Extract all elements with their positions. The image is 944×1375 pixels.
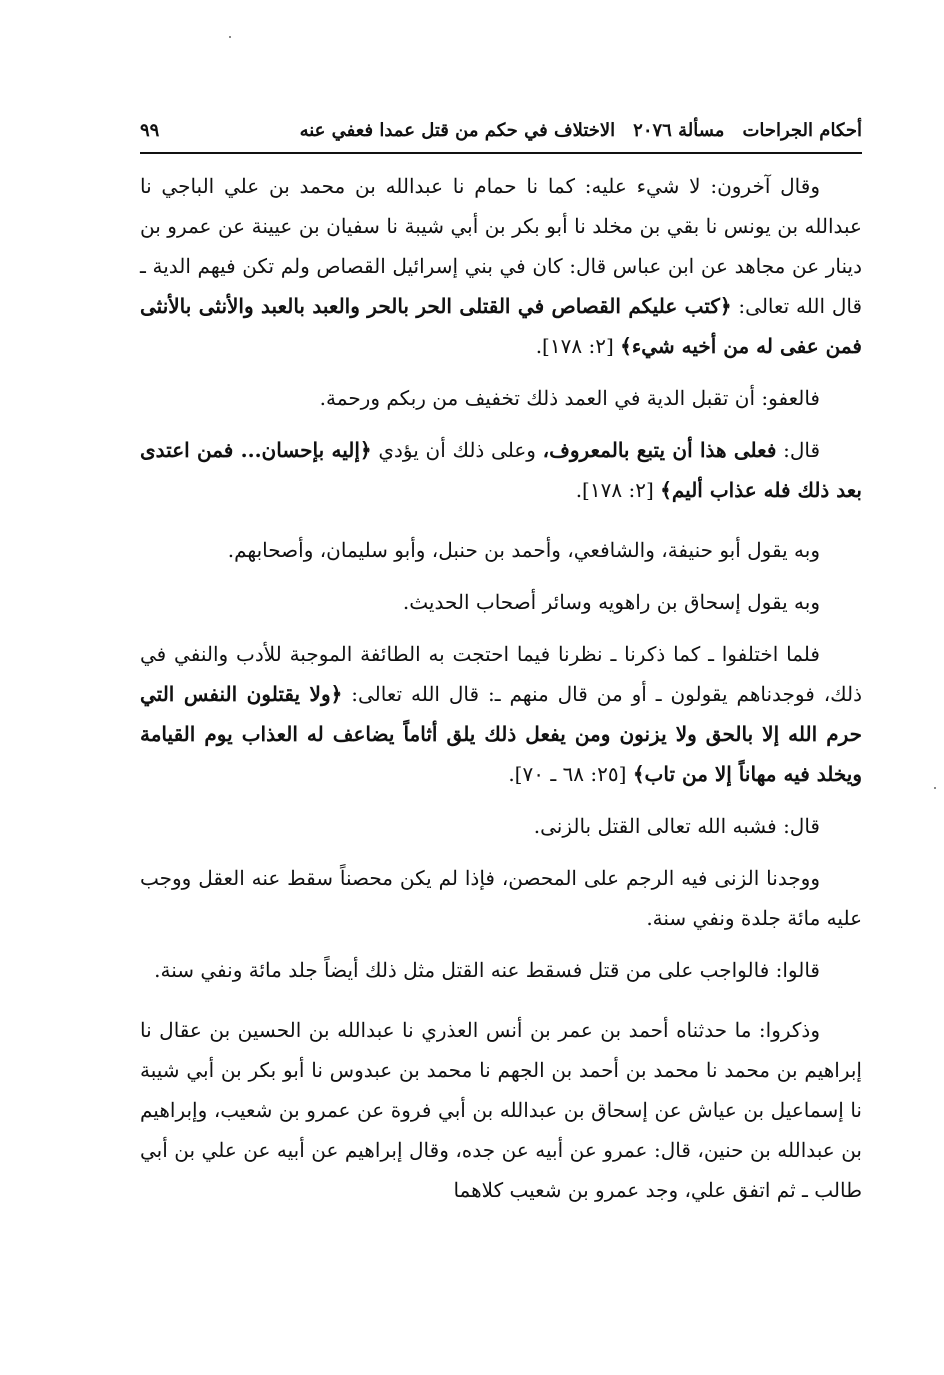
paragraph-text: وبه يقول إسحاق بن راهويه وسائر أصحاب الحديث.: [402, 590, 820, 614]
issue-number: مسألة ٢٠٧٦: [633, 120, 725, 141]
issue-title: الاختلاف في حكم من قتل عمدا فعفي عنه: [299, 120, 616, 141]
paragraph: [140, 378, 862, 418]
paragraph-text: [٢: ١٧٨].: [535, 334, 621, 358]
paragraph: [140, 530, 862, 570]
paragraph-text: [٢٥: ٦٨ ـ ٧٠].: [508, 762, 633, 786]
running-header: [140, 118, 862, 154]
paragraph-text: وبه يقول أبو حنيفة، والشافعي، وأحمد بن حنبل، وأبو سليمان، وأصحابهم.: [227, 538, 820, 562]
quran-quote: فعلى هذا أن يتبع بالمعروف،: [542, 438, 777, 462]
paragraph: [140, 582, 862, 622]
paragraph-text: [٢: ١٧٨].: [575, 478, 661, 502]
header-titles: [300, 118, 862, 144]
paragraph: [140, 950, 862, 990]
scan-speck: [229, 36, 231, 38]
paragraph-text: وقال آخرون: لا شيء عليه: كما نا حمام نا عبدالله بن محمد بن علي الباجي نا عبدالله بن يونس نا بقي بن مخلد نا أبو بكر بن أبي شيبة نا سفيان بن عيينة عن عمرو بن دينار عن مجاهد عن ابن عباس قال: كان في بني إسرائيل القصاص ولم تكن فيهم الدية ـ قال الله تعالى:: [140, 174, 863, 318]
page-body: [140, 166, 862, 1210]
paragraph-text: ووجدنا الزنى فيه الرجم على المحصن، فإذا لم يكن محصناً سقط عنه العقل ووجب عليه مائة جلدة ونفي سنة.: [140, 866, 862, 930]
paragraph-text: قالوا: فالواجب على من قتل فسقط عنه القتل مثل ذلك أيضاً جلد مائة ونفي سنة.: [154, 958, 820, 982]
paragraph-text: وذكروا: ما حدثناه أحمد بن عمر بن أنس العذري نا عبدالله بن الحسين بن عقال نا إبراهيم بن محمد نا محمد بن أحمد بن الجهم نا محمد بن عبدوس نا أبو بكر بن أبي شيبة نا إسماعيل بن عياش عن إسحاق بن عبدالله بن أبي فروة عن عمرو بن شعيب، وإبراهيم بن عبدالله بن حنين، قال: عمرو عن أبيه عن جده، وقال إبراهيم عن أبيه عن علي بن أبي طالب ـ ثم اتفق علي، وجد عمرو بن شعيب كلاهما: [140, 1018, 862, 1202]
quran-quote: ﴿إليه بإحسان... فمن اعتدى بعد ذلك فله عذاب أليم﴾: [140, 438, 862, 502]
paragraph-text: فلما اختلفوا ـ كما ذكرنا ـ نظرنا فيما احتجت به الطائفة الموجبة للأدب والنفي في ذلك، فوجدناهم يقولون ـ أو من قال منهم ـ: قال الله تعالى:: [140, 642, 863, 706]
paragraph-text: فالعفو: أن تقبل الدية في العمد ذلك تخفيف من ربكم ورحمة.: [319, 386, 820, 410]
book-page: [140, 118, 862, 1222]
paragraph-text: قال:: [776, 438, 821, 462]
book-title: أحكام الجراحات: [742, 120, 862, 141]
paragraph: [140, 858, 862, 938]
page-number: ٩٩: [140, 120, 160, 141]
paragraph: [140, 806, 862, 846]
paragraph: [140, 1010, 862, 1210]
paragraph: [140, 430, 862, 510]
paragraph: [140, 634, 862, 794]
quran-quote: ﴿كتب عليكم القصاص في القتلى الحر بالحر والعبد بالعبد والأنثى بالأنثى فمن عفى له من أخيه شيء﴾: [140, 294, 862, 358]
paragraph: [140, 166, 862, 366]
quran-quote: ﴿ولا يقتلون النفس التي حرم الله إلا بالحق ولا يزنون ومن يفعل ذلك يلق أثاماً يضاعف له العذاب يوم القيامة ويخلد فيه مهاناً إلا من تاب﴾: [140, 682, 862, 786]
scan-speck: [934, 787, 936, 789]
paragraph-text: وعلى ذلك أن يؤدي: [371, 438, 543, 462]
paragraph-text: قال: فشبه الله تعالى القتل بالزنى.: [533, 814, 820, 838]
